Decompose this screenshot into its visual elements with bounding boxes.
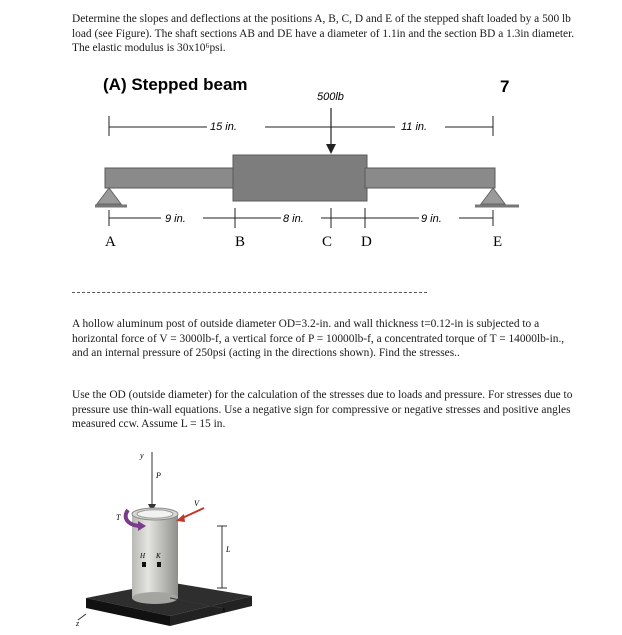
point-d-label: D [361,234,372,250]
figure1-corner-number: 7 [500,77,510,96]
point-h-marker [142,562,146,567]
x-axis-label: x [222,605,226,614]
dim-bc-label: 8 in. [283,213,304,225]
dim-top-right-label: 11 in. [401,121,428,133]
problem2-text-2: Use the OD (outside diameter) for the calculation of the stresses due to loads and pressure. For stresses due to pressure use thin-wall equations. Use a negative sign for compressive or negative stresses and positive angles measured ccw. Assume L = 15 in. [72,389,573,431]
dim-ab-label: 9 in. [165,213,186,225]
beam-section-ab [105,168,235,188]
beam-section-bd [233,155,367,201]
z-axis [78,614,86,620]
torque-t-label: T [116,513,121,522]
force-v-label: V [194,499,199,508]
point-e-label: E [493,234,503,250]
z-axis-label: z [76,619,80,628]
length-l-label: L [226,545,231,554]
point-a-label: A [105,234,116,250]
point-c-label: C [322,234,333,250]
problem1-text: Determine the slopes and deflections at the positions A, B, C, D and E of the stepped shaft loaded by a 500 lb load (see Figure). The shaft sections AB and DE have a diameter of 1.1in and the section BD a 1.3in diameter. The elastic modulus is 30x10⁶psi. [72,13,575,55]
point-b-label: B [235,234,246,250]
section-divider [72,292,427,293]
load-arrowhead [326,144,336,154]
hollow-post-figure [72,448,272,630]
point-k-marker [157,562,161,567]
force-p-label: P [156,471,161,480]
problem2-text-1: A hollow aluminum post of outside diameter OD=3.2-in. and wall thickness t=0.12-in is subjected to a horizontal force of V = 3000lb-f, a vertical force of P = 10000lb-f, a concentrated torque of T = 14000lb-in., and an internal pressure of 250psi (acting in the directions shown). Find the stresses.. [72,318,565,360]
left-pin-support [97,188,121,204]
figure1-title: (A) Stepped beam [103,75,248,94]
dim-de-label: 9 in. [421,213,442,225]
beam-section-de [365,168,495,188]
dim-top-left-label: 15 in. [210,121,237,133]
y-axis-label: y [140,451,144,460]
point-h-label: H [140,552,146,560]
right-pin-support [481,188,505,204]
point-k-label: K [156,552,161,560]
stepped-beam-figure [95,70,535,260]
load-label: 500lb [317,91,344,103]
